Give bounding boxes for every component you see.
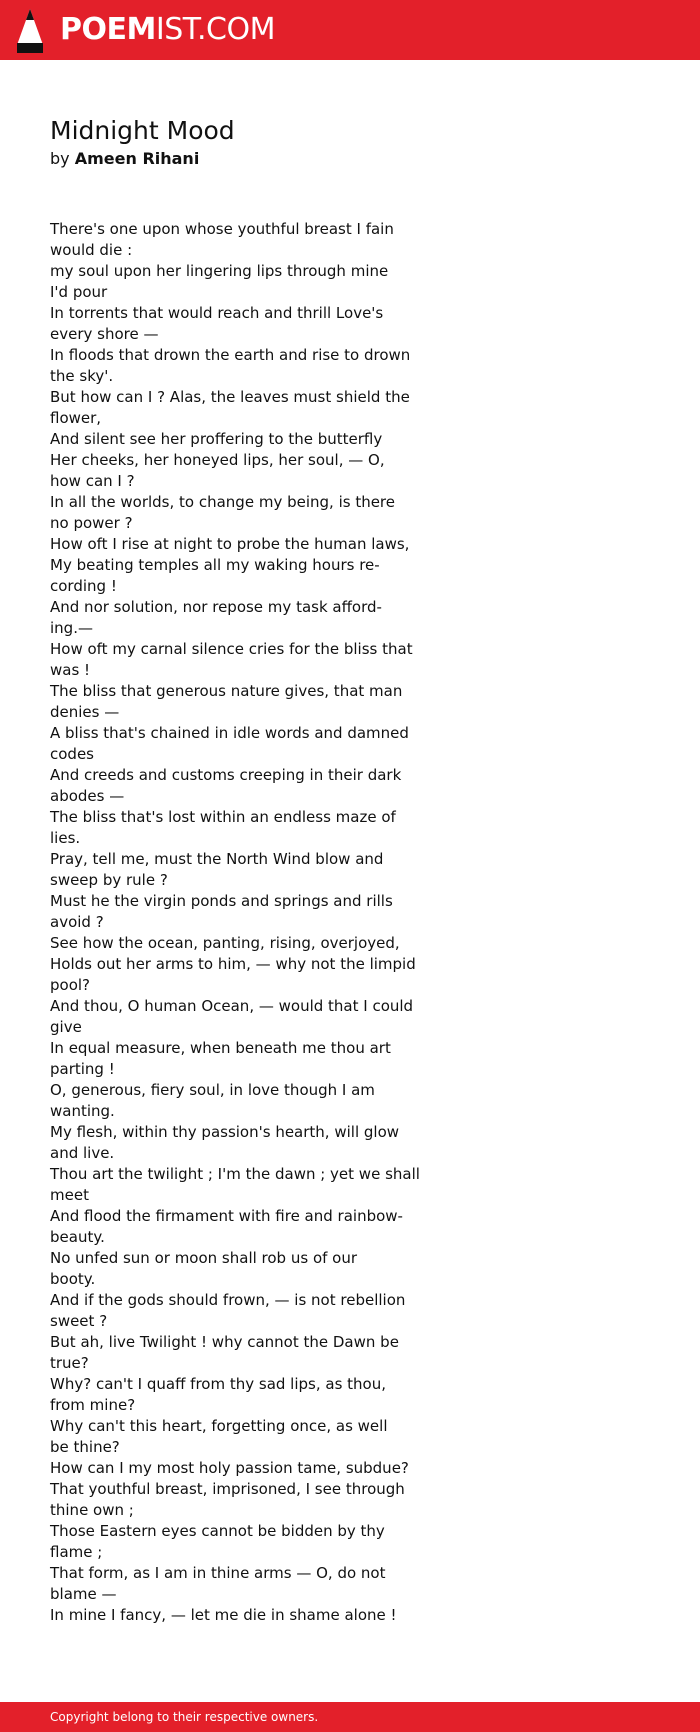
poem-line: from mine? bbox=[50, 1396, 136, 1414]
poem-line: and live. bbox=[50, 1144, 115, 1162]
poem-line: thine own ; bbox=[50, 1501, 134, 1519]
poem-line: But ah, live Twilight ! why cannot the Dawn be bbox=[50, 1333, 399, 1351]
poem-line: denies — bbox=[50, 703, 120, 721]
poem-line: And silent see her proffering to the butterfly bbox=[50, 430, 383, 448]
byline bbox=[50, 148, 199, 170]
poem-line: the sky'. bbox=[50, 367, 114, 385]
poem-line: my soul upon her lingering lips through mine bbox=[50, 262, 389, 280]
poem-line: How oft my carnal silence cries for the bliss that bbox=[50, 640, 413, 658]
brand-rest: IST.COM bbox=[155, 12, 275, 47]
poem-line: no power ? bbox=[50, 514, 133, 532]
author-name: Ameen Rihani bbox=[74, 149, 200, 168]
site-logo-link[interactable] bbox=[60, 11, 275, 49]
poem-line: lies. bbox=[50, 829, 81, 847]
poem-line: And nor solution, nor repose my task afford- bbox=[50, 598, 382, 616]
poem-line: would die : bbox=[50, 241, 133, 259]
poem-line: And creeds and customs creeping in their dark bbox=[50, 766, 402, 784]
poem-line: true? bbox=[50, 1354, 89, 1372]
site-header bbox=[0, 0, 700, 60]
poem-line: flower, bbox=[50, 409, 102, 427]
poem-line: I'd pour bbox=[50, 283, 108, 301]
pencil-icon[interactable] bbox=[16, 9, 44, 53]
poem-line: Why? can't I quaff from thy sad lips, as thou, bbox=[50, 1375, 387, 1393]
poem-line: In torrents that would reach and thrill Love's bbox=[50, 304, 384, 322]
poem-line: No unfed sun or moon shall rob us of our bbox=[50, 1249, 358, 1267]
poem-line: sweet ? bbox=[50, 1312, 108, 1330]
poem-line: Why can't this heart, forgetting once, as well bbox=[50, 1417, 388, 1435]
poem-line: codes bbox=[50, 745, 94, 763]
poem-line: be thine? bbox=[50, 1438, 120, 1456]
poem-line: In mine I fancy, — let me die in shame alone ! bbox=[50, 1606, 397, 1624]
poem-line: Those Eastern eyes cannot be bidden by thy bbox=[50, 1522, 385, 1540]
poem-line: booty. bbox=[50, 1270, 96, 1288]
poem-line: How can I my most holy passion tame, subdue? bbox=[50, 1459, 409, 1477]
poem-line: Pray, tell me, must the North Wind blow and bbox=[50, 850, 384, 868]
poem-line: In all the worlds, to change my being, is there bbox=[50, 493, 395, 511]
by-prefix: by bbox=[50, 149, 70, 168]
poem-line: There's one upon whose youthful breast I fain bbox=[50, 220, 394, 238]
poem-body bbox=[50, 219, 420, 1626]
poem-line: Holds out her arms to him, — why not the limpid bbox=[50, 955, 416, 973]
poem-line: That form, as I am in thine arms — O, do not bbox=[50, 1564, 386, 1582]
poem-line: give bbox=[50, 1018, 82, 1036]
poem-line: The bliss that's lost within an endless maze of bbox=[50, 808, 396, 826]
poem-line: But how can I ? Alas, the leaves must shield the bbox=[50, 388, 410, 406]
poem-line: In equal measure, when beneath me thou art bbox=[50, 1039, 391, 1057]
poem-line: And flood the firmament with fire and rainbow- bbox=[50, 1207, 403, 1225]
poem-line: That youthful breast, imprisoned, I see through bbox=[50, 1480, 405, 1498]
poem-line: In floods that drown the earth and rise to drown bbox=[50, 346, 411, 364]
poem-line: blame — bbox=[50, 1585, 117, 1603]
poem-line: Must he the virgin ponds and springs and rills bbox=[50, 892, 393, 910]
poem-line: parting ! bbox=[50, 1060, 115, 1078]
poem-line: meet bbox=[50, 1186, 89, 1204]
poem-line: sweep by rule ? bbox=[50, 871, 168, 889]
poem-line: beauty. bbox=[50, 1228, 105, 1246]
poem-line: abodes — bbox=[50, 787, 125, 805]
poem-line: ing.— bbox=[50, 619, 93, 637]
poem-line: was ! bbox=[50, 661, 91, 679]
site-footer bbox=[0, 1702, 700, 1732]
poem-line: cording ! bbox=[50, 577, 117, 595]
poem-line: Thou art the twilight ; I'm the dawn ; yet we shall bbox=[50, 1165, 420, 1183]
poem-line: My beating temples all my waking hours re- bbox=[50, 556, 380, 574]
poem-line: See how the ocean, panting, rising, overjoyed, bbox=[50, 934, 400, 952]
poem-line: wanting. bbox=[50, 1102, 115, 1120]
poem-line: How oft I rise at night to probe the human laws, bbox=[50, 535, 410, 553]
poem-line: A bliss that's chained in idle words and damned bbox=[50, 724, 409, 742]
poem-line: avoid ? bbox=[50, 913, 104, 931]
poem-line: pool? bbox=[50, 976, 91, 994]
poem-line: The bliss that generous nature gives, that man bbox=[50, 682, 403, 700]
poem-line: Her cheeks, her honeyed lips, her soul, — O, bbox=[50, 451, 385, 469]
poem-line: flame ; bbox=[50, 1543, 103, 1561]
brand-bold: POEM bbox=[60, 12, 156, 47]
poem-line: how can I ? bbox=[50, 472, 135, 490]
poem-line: And if the gods should frown, — is not rebellion bbox=[50, 1291, 406, 1309]
copyright-text: Copyright belong to their respective owners. bbox=[50, 1710, 319, 1724]
poem-line: My flesh, within thy passion's hearth, will glow bbox=[50, 1123, 400, 1141]
poem-title: Midnight Mood bbox=[50, 116, 235, 145]
poem-line: every shore — bbox=[50, 325, 159, 343]
poem-line: And thou, O human Ocean, — would that I could bbox=[50, 997, 414, 1015]
poem-line: O, generous, fiery soul, in love though I am bbox=[50, 1081, 375, 1099]
